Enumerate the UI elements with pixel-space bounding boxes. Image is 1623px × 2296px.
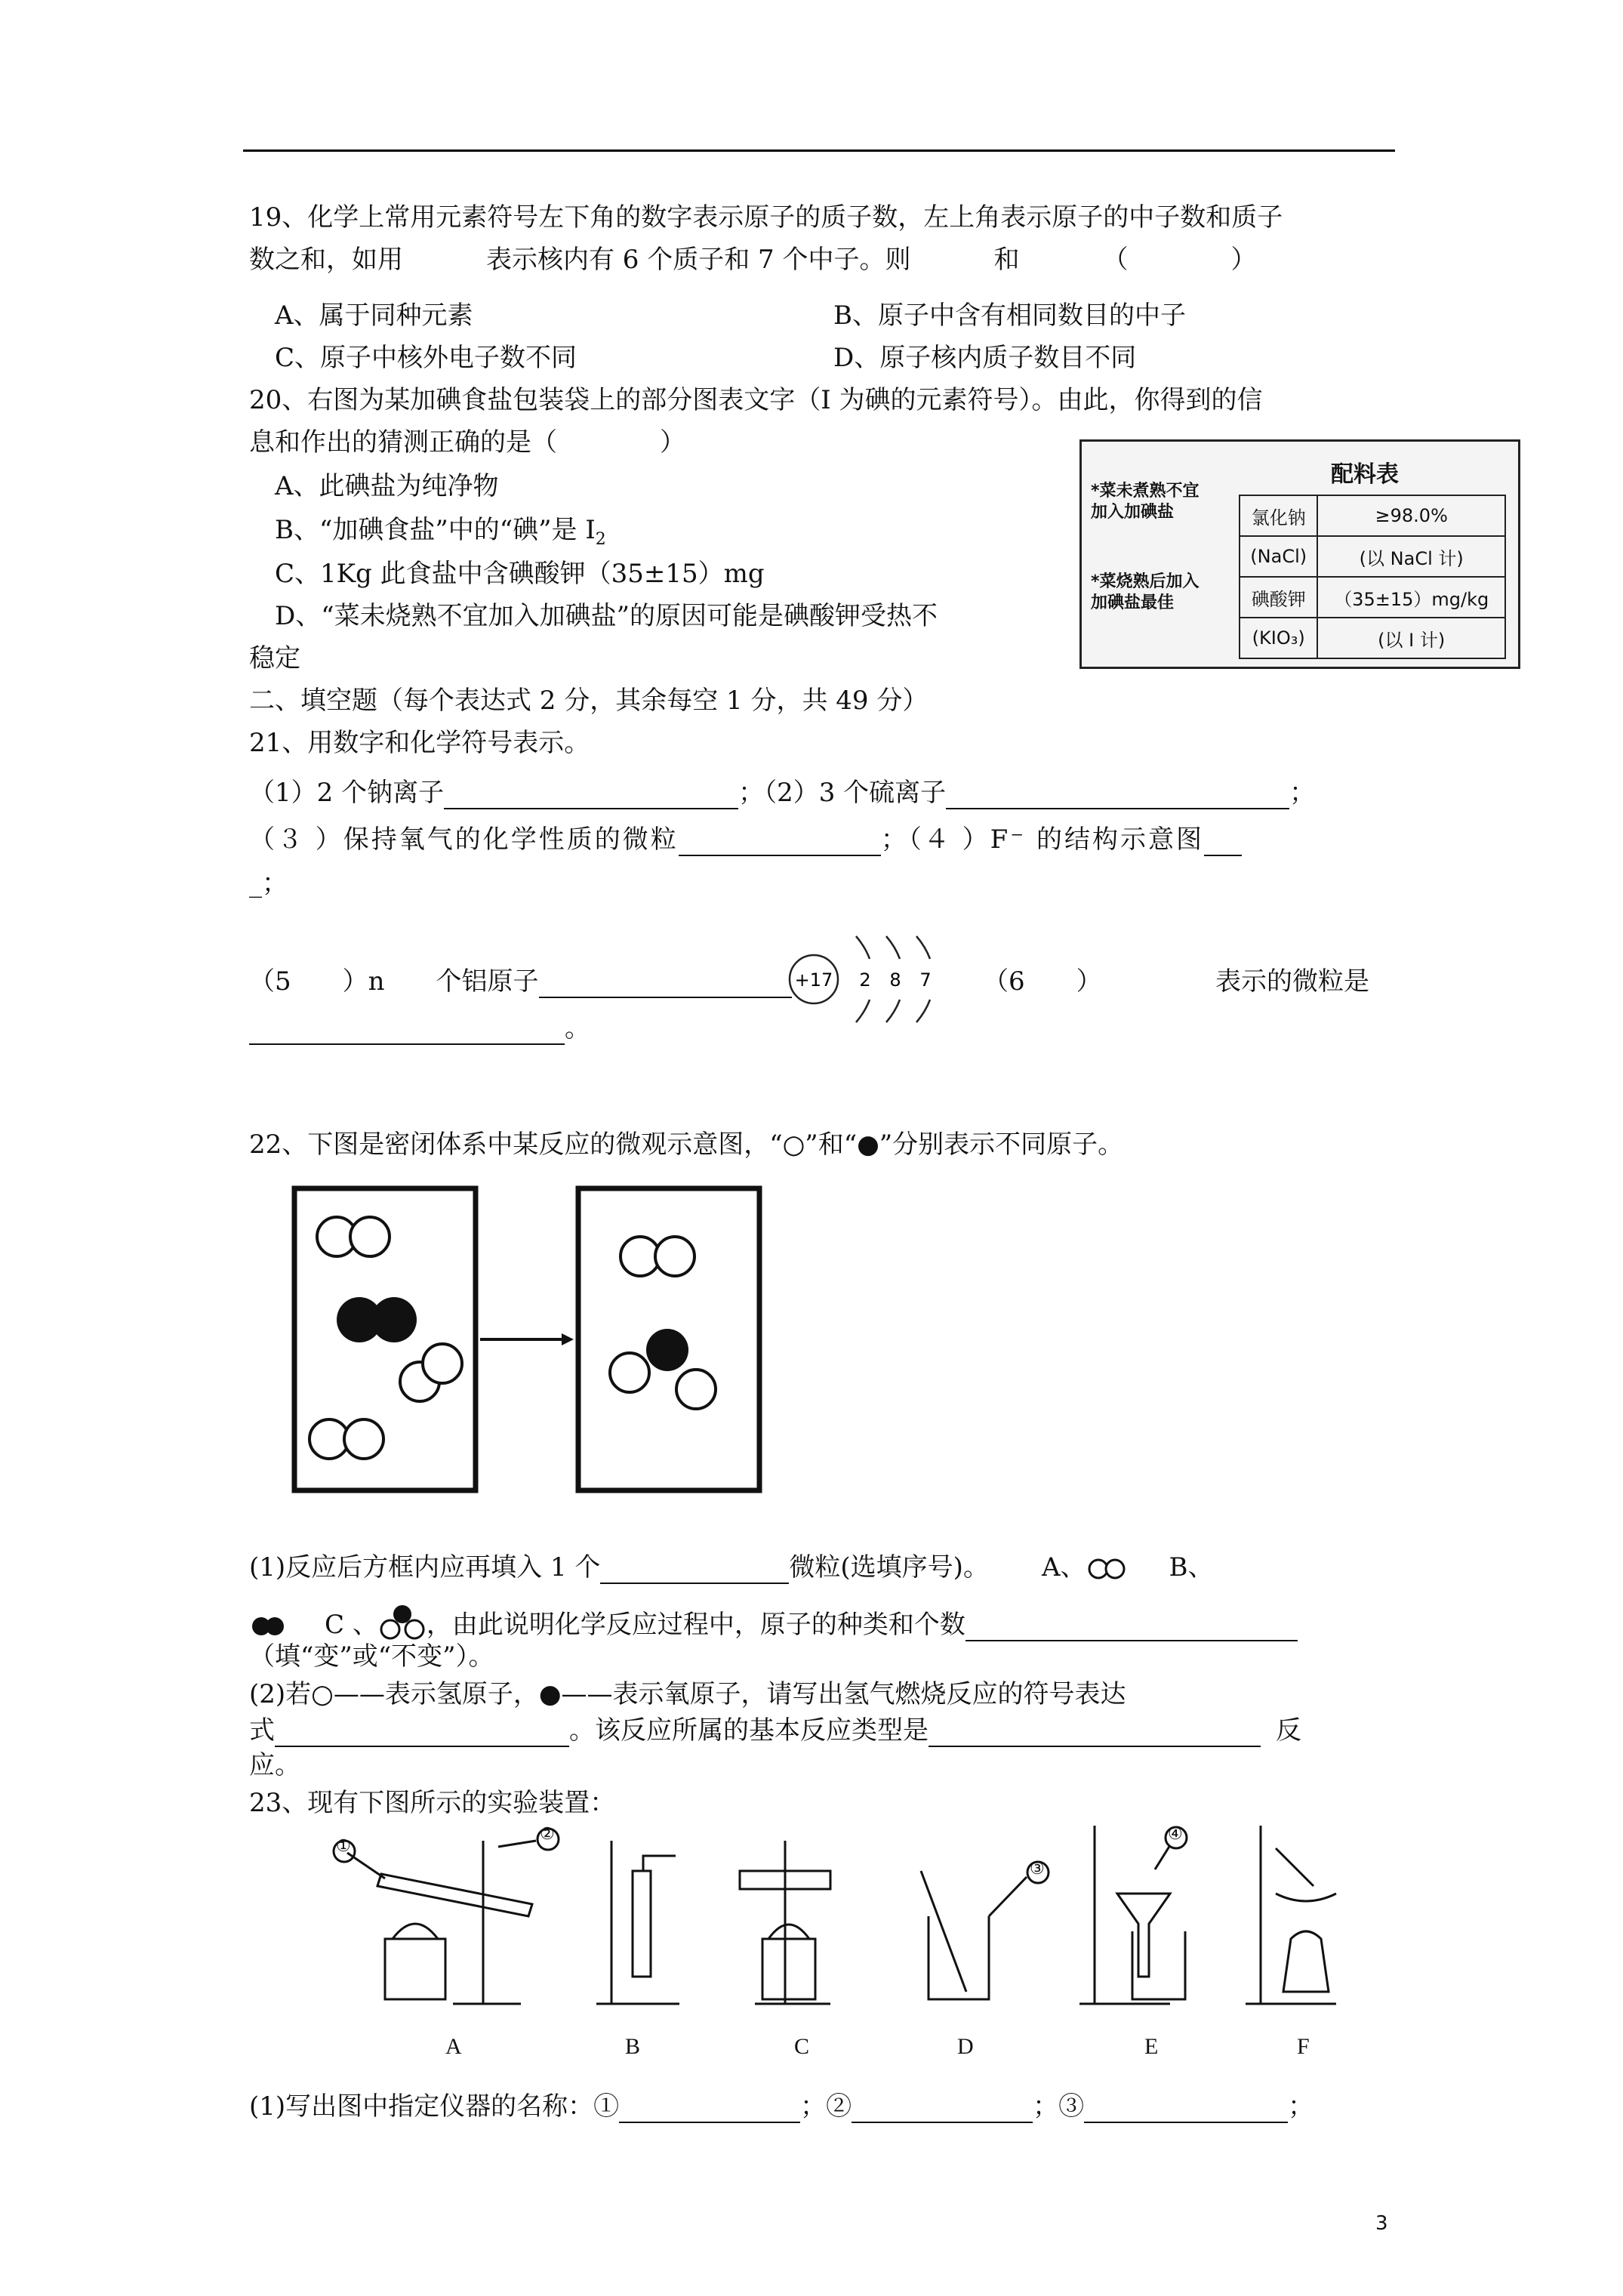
header-rule: [243, 149, 1395, 152]
cell-nacl-basis: (以 NaCl 计): [1317, 536, 1505, 577]
apparatus-label-f: F: [1297, 2034, 1310, 2059]
q20-line1: 20、右图为某加碘食盐包装袋上的部分图表文字（I 为碘的元素符号）。由此，你得到的信: [249, 385, 1263, 415]
apparatus-label-b: B: [625, 2034, 641, 2059]
q21-p1: （1）2 个钠离子: [249, 778, 445, 808]
q20-option-a: A、此碘盐为纯净物: [275, 471, 499, 501]
q22-line1: [249, 1551, 1608, 1584]
note1-line-b: 加入加碘盐: [1091, 503, 1175, 522]
option-a-white-pair-icon: [1086, 1556, 1132, 1582]
q20-option-d-cont: 稳定: [249, 643, 300, 673]
q21-line2: [249, 823, 1608, 856]
blank-aluminum-atoms[interactable]: [539, 971, 792, 998]
atom-core-label: +17: [794, 969, 833, 991]
page-number: 3: [1375, 2212, 1388, 2235]
q19-option-a: A、属于同种元素: [275, 300, 473, 331]
q23-p1-c: ；③: [1033, 2091, 1085, 2122]
ingredient-table: [1239, 495, 1506, 659]
option-b-black-pair-icon: [249, 1613, 294, 1639]
q23-p1-b: ；②: [800, 2091, 852, 2122]
q19-option-c: C、原子中核外电子数不同: [275, 343, 577, 373]
q22-line3: （填“变”或“不变”）。: [249, 1641, 494, 1672]
q21-line2-cont: _；: [249, 868, 288, 898]
q19-answer-paren: （ ）: [1102, 245, 1257, 275]
q19-option-d: D、原子核内质子数目不同: [833, 343, 1137, 373]
q23-p1-d: ；: [1288, 2091, 1314, 2122]
blank-instrument-3[interactable]: [1084, 2096, 1288, 2123]
q22-line2: [249, 1604, 1608, 1641]
lab-apparatus-diagram: [332, 1826, 1389, 2037]
q23-p1: (1)写出图中指定仪器的名称：①: [249, 2091, 620, 2122]
q19-text-b: 表示核内有 6 个质子和 7 个中子。则: [486, 245, 911, 275]
q22-option-b: B、: [1169, 1552, 1214, 1583]
cell-nacl-name: 氯化钠: [1240, 495, 1317, 536]
blank-sodium-ion[interactable]: [444, 782, 738, 809]
blank-equation[interactable]: [275, 1720, 569, 1747]
apparatus-label-c: C: [794, 2034, 810, 2059]
q21-p2: ；（2）3 个硫离子: [738, 778, 947, 808]
shell-3-electrons: 7: [919, 969, 932, 991]
section-2-heading: 二、填空题（每个表达式 2 分，其余每空 1 分，共 49 分）: [249, 686, 929, 716]
q21-p4: ；（４ ）F⁻ 的结构示意图: [880, 824, 1204, 855]
ingredient-title: 配料表: [1331, 461, 1399, 488]
blank-instrument-2[interactable]: [852, 2096, 1033, 2123]
q21-line1: [249, 776, 1608, 809]
q22-line4: (2)若○——表示氢原子，●——表示氧原子，请写出氢气燃烧反应的符号表达: [249, 1679, 1126, 1709]
q22-option-c: C 、: [325, 1610, 378, 1640]
blank-fluoride-diagram[interactable]: [1204, 829, 1242, 856]
q20-option-b-sub: 2: [595, 529, 606, 549]
q22-title: 22、下图是密闭体系中某反应的微观示意图，“○”和“●”分别表示不同原子。: [249, 1130, 1124, 1160]
q22-line5: [249, 1714, 1608, 1747]
cell-nacl-formula: (NaCl): [1240, 536, 1317, 577]
q21-p3: （３ ）保持氧气的化学性质的微粒: [249, 824, 679, 855]
note2-line-b: 加碘盐最佳: [1091, 593, 1175, 612]
ingredient-label-box: [1079, 439, 1520, 669]
q21-line4: [249, 1012, 1608, 1045]
apparatus-label-e: E: [1144, 2034, 1159, 2059]
q21-title: 21、用数字和化学符号表示。: [249, 728, 590, 758]
q23-title: 23、现有下图所示的实验装置：: [249, 1788, 616, 1818]
cell-kio3-basis: (以 I 计): [1317, 618, 1505, 658]
q21-p6-b: 表示的微粒是: [1215, 966, 1369, 997]
option-c-water-molecule-icon: [378, 1604, 427, 1641]
q19-option-b: B、原子中含有相同数目的中子: [833, 300, 1186, 331]
ingredient-note-1: [1091, 481, 1200, 523]
cell-kio3-name: 碘酸钾: [1240, 577, 1317, 618]
q20-option-c: C、1Kg 此食盐中含碘酸钾（35±15）mg: [275, 559, 765, 589]
q21-p5: （5 ）n 个铝原子: [249, 966, 539, 997]
apparatus-label-d: D: [957, 2034, 974, 2059]
q20-line2: 息和作出的猜测正确的是（ ）: [249, 427, 685, 458]
shell-1-electrons: 2: [859, 969, 871, 991]
q22-p1-b: 微粒(选填序号)。: [789, 1552, 989, 1583]
note2-line-a: *菜烧熟后加入: [1091, 572, 1200, 591]
cell-kio3-formula: (KIO₃): [1240, 618, 1317, 658]
q22-p2-c: 。该反应所属的基本反应类型是: [569, 1715, 929, 1746]
q19-line1: 19、化学上常用元素符号左下角的数字表示原子的质子数，左上角表示原子的中子数和质子: [249, 202, 1283, 233]
shell-2-electrons: 8: [889, 969, 901, 991]
blank-instrument-1[interactable]: [619, 2096, 800, 2123]
q22-p2-d: 反: [1276, 1715, 1301, 1746]
blank-change-or-not[interactable]: [965, 1614, 1298, 1641]
q22-line6: 应。: [249, 1750, 300, 1780]
blank-particle-identity[interactable]: [249, 1018, 565, 1045]
q23-line1: [249, 2090, 1608, 2123]
ingredient-note-2: [1091, 572, 1200, 614]
q21-p6: （6 ）: [983, 966, 1102, 997]
q22-p2-b: 式: [249, 1715, 275, 1746]
q21-p6-end: 。: [565, 1013, 590, 1043]
q19-line2: [249, 243, 1608, 276]
mark-4: ④: [1168, 1824, 1183, 1843]
blank-oxygen-particle[interactable]: [679, 829, 881, 856]
mark-1: ①: [336, 1836, 351, 1855]
q22-p1-c: ，由此说明化学反应过程中，原子的种类和个数: [426, 1610, 965, 1640]
mark-2: ②: [540, 1824, 555, 1843]
note1-line-a: *菜未煮熟不宜: [1091, 482, 1200, 501]
q20-option-d: D、“菜未烧熟不宜加入加碘盐”的原因可能是碘酸钾受热不: [275, 601, 938, 631]
cell-nacl-value: ≥98.0%: [1317, 495, 1505, 536]
q19-text-a: 数之和，如用: [249, 245, 403, 275]
q20-option-b-text: B、“加碘食盐”中的“碘”是 I: [275, 515, 596, 545]
blank-sulfide-ion[interactable]: [946, 782, 1289, 809]
reaction-micro-diagram: [287, 1182, 785, 1499]
cell-kio3-value: （35±15）mg/kg: [1317, 577, 1505, 618]
q20-option-b: [275, 513, 606, 556]
mark-3: ③: [1030, 1859, 1045, 1878]
q19-text-c: 和: [993, 245, 1020, 275]
apparatus-label-a: A: [445, 2034, 462, 2059]
q22-p1-a: (1)反应后方框内应再填入 1 个: [249, 1552, 601, 1583]
q21-p2-end: ；: [1289, 778, 1316, 808]
blank-particle-choice[interactable]: [600, 1557, 789, 1584]
blank-reaction-type[interactable]: [929, 1720, 1261, 1747]
q22-option-a: A、: [1041, 1552, 1086, 1583]
